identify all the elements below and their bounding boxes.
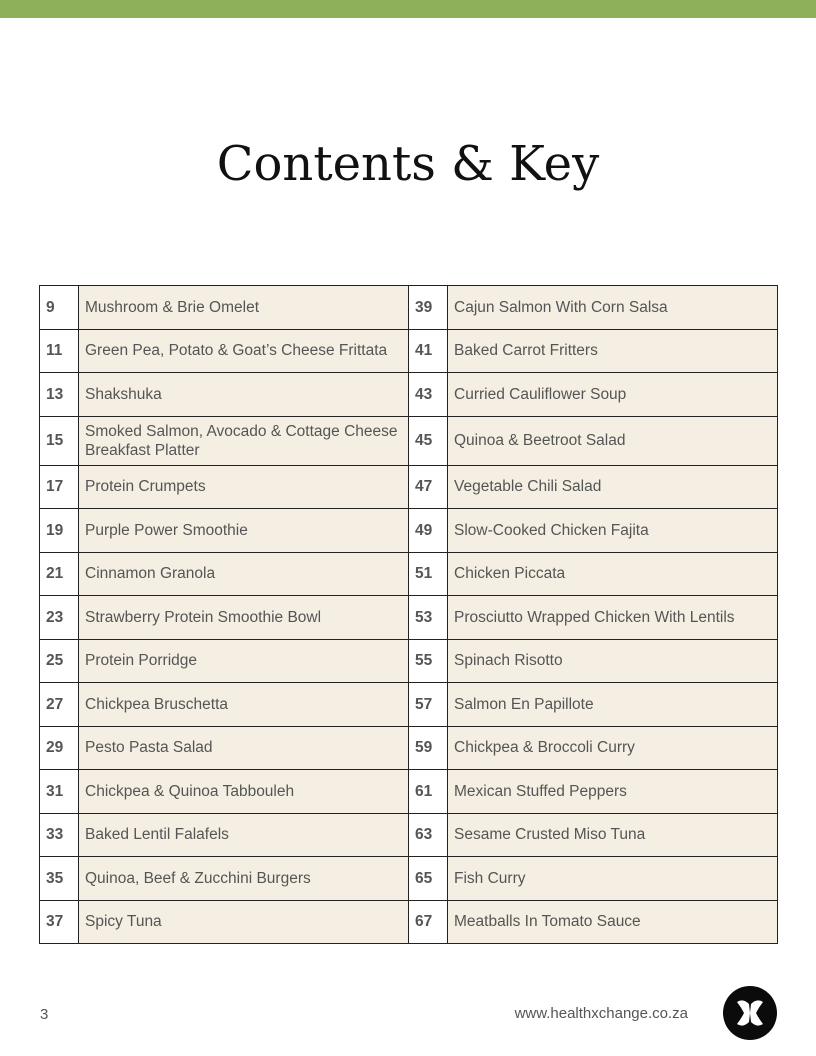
right-page-number: 61 [409, 770, 448, 814]
right-recipe-title: Salmon En Papillote [448, 683, 778, 727]
left-recipe-title: Strawberry Protein Smoothie Bowl [79, 596, 409, 640]
right-recipe-title: Baked Carrot Fritters [448, 329, 778, 373]
top-accent-bar [0, 0, 816, 18]
left-recipe-title: Protein Crumpets [79, 465, 409, 509]
right-recipe-title: Sesame Crusted Miso Tuna [448, 813, 778, 857]
right-page-number: 45 [409, 416, 448, 465]
page-title: Contents & Key [216, 136, 600, 192]
right-recipe-title: Vegetable Chili Salad [448, 465, 778, 509]
healthxchange-logo-icon [723, 986, 777, 1040]
left-page-number: 27 [40, 683, 79, 727]
left-recipe-title: Green Pea, Potato & Goat’s Cheese Frittata [79, 329, 409, 373]
left-recipe-title: Quinoa, Beef & Zucchini Burgers [79, 857, 409, 901]
left-recipe-title: Chickpea & Quinoa Tabbouleh [79, 770, 409, 814]
left-recipe-title: Protein Porridge [79, 639, 409, 683]
right-recipe-title: Quinoa & Beetroot Salad [448, 416, 778, 465]
right-page-number: 39 [409, 286, 448, 330]
contents-row [40, 286, 778, 330]
left-recipe-title: Baked Lentil Falafels [79, 813, 409, 857]
left-page-number: 11 [40, 329, 79, 373]
left-page-number: 23 [40, 596, 79, 640]
right-page-number: 65 [409, 857, 448, 901]
right-page-number: 55 [409, 639, 448, 683]
left-page-number: 35 [40, 857, 79, 901]
left-page-number: 21 [40, 552, 79, 596]
contents-row [40, 900, 778, 944]
left-page-number: 33 [40, 813, 79, 857]
contents-row [40, 509, 778, 553]
contents-row [40, 639, 778, 683]
contents-row [40, 329, 778, 373]
right-page-number: 41 [409, 329, 448, 373]
contents-table [39, 285, 778, 944]
left-recipe-title: Mushroom & Brie Omelet [79, 286, 409, 330]
right-recipe-title: Meatballs In Tomato Sauce [448, 900, 778, 944]
left-page-number: 15 [40, 416, 79, 465]
left-recipe-title: Chickpea Bruschetta [79, 683, 409, 727]
right-page-number: 67 [409, 900, 448, 944]
left-recipe-title: Purple Power Smoothie [79, 509, 409, 553]
right-recipe-title: Spinach Risotto [448, 639, 778, 683]
left-page-number: 25 [40, 639, 79, 683]
right-page-number: 51 [409, 552, 448, 596]
right-page-number: 57 [409, 683, 448, 727]
right-recipe-title: Chicken Piccata [448, 552, 778, 596]
contents-row [40, 726, 778, 770]
page-number: 3 [40, 1006, 49, 1023]
contents-row [40, 373, 778, 417]
left-recipe-title: Shakshuka [79, 373, 409, 417]
left-page-number: 17 [40, 465, 79, 509]
left-page-number: 19 [40, 509, 79, 553]
contents-row [40, 813, 778, 857]
left-recipe-title: Smoked Salmon, Avocado & Cottage Cheese Breakfast Platter [79, 416, 409, 465]
right-recipe-title: Chickpea & Broccoli Curry [448, 726, 778, 770]
left-recipe-title: Spicy Tuna [79, 900, 409, 944]
left-recipe-title: Pesto Pasta Salad [79, 726, 409, 770]
contents-row [40, 683, 778, 727]
contents-row [40, 465, 778, 509]
left-page-number: 9 [40, 286, 79, 330]
right-recipe-title: Cajun Salmon With Corn Salsa [448, 286, 778, 330]
contents-row [40, 770, 778, 814]
right-page-number: 47 [409, 465, 448, 509]
right-page-number: 63 [409, 813, 448, 857]
right-page-number: 59 [409, 726, 448, 770]
left-page-number: 31 [40, 770, 79, 814]
right-page-number: 53 [409, 596, 448, 640]
contents-row [40, 857, 778, 901]
left-page-number: 29 [40, 726, 79, 770]
right-page-number: 49 [409, 509, 448, 553]
right-recipe-title: Curried Cauliflower Soup [448, 373, 778, 417]
contents-row [40, 552, 778, 596]
left-page-number: 37 [40, 900, 79, 944]
right-recipe-title: Fish Curry [448, 857, 778, 901]
right-page-number: 43 [409, 373, 448, 417]
left-page-number: 13 [40, 373, 79, 417]
right-recipe-title: Mexican Stuffed Peppers [448, 770, 778, 814]
contents-row [40, 416, 778, 465]
right-recipe-title: Prosciutto Wrapped Chicken With Lentils [448, 596, 778, 640]
contents-row [40, 596, 778, 640]
website-link[interactable]: www.healthxchange.co.za [514, 1005, 688, 1022]
left-recipe-title: Cinnamon Granola [79, 552, 409, 596]
right-recipe-title: Slow-Cooked Chicken Fajita [448, 509, 778, 553]
